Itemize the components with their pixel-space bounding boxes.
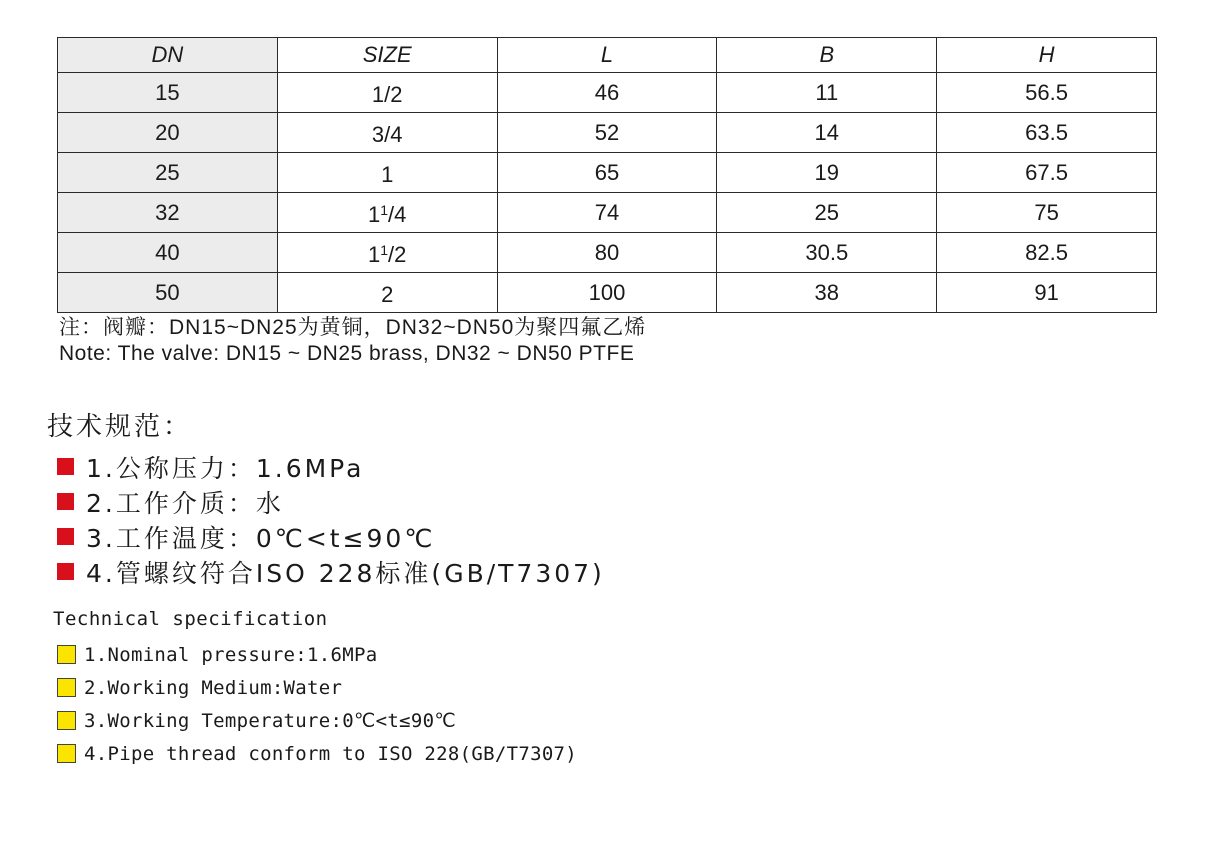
yellow-square-icon (57, 711, 76, 730)
cell-dn: 50 (58, 273, 278, 313)
spec-item (57, 449, 605, 484)
cell-b: 11 (717, 73, 937, 113)
cell-size (277, 73, 497, 113)
size-whole: 1 (367, 202, 381, 227)
cell-l: 74 (497, 193, 717, 233)
cell-dn: 25 (58, 153, 278, 193)
cell-size (277, 193, 497, 233)
yellow-square-icon (57, 645, 76, 664)
cell-dn: 20 (58, 113, 278, 153)
cell-h: 82.5 (937, 233, 1157, 273)
cell-l: 80 (497, 233, 717, 273)
spec-item-text: 1.Nominal pressure:1.6MPa (84, 643, 378, 666)
technical-spec-chinese (47, 406, 605, 589)
cell-dn: 15 (58, 73, 278, 113)
size-whole: 1 (367, 242, 381, 267)
size-rest: /2 (388, 242, 407, 267)
table-row (58, 153, 1157, 193)
spec-title-chinese: 技术规范： (47, 412, 193, 442)
yellow-square-icon (57, 744, 76, 763)
spec-item (57, 671, 577, 704)
cell-h: 67.5 (937, 153, 1157, 193)
cell-h: 63.5 (937, 113, 1157, 153)
cell-b: 30.5 (717, 233, 937, 273)
red-square-icon (57, 493, 74, 510)
yellow-square-icon (57, 678, 76, 697)
header-dn: DN (58, 38, 278, 73)
cell-size (277, 153, 497, 193)
spec-item-text: 3.工作温度：0℃<t≤90℃ (86, 523, 436, 553)
size-numerator: 1 (380, 242, 389, 258)
cell-b: 19 (717, 153, 937, 193)
red-square-icon (57, 563, 74, 580)
red-square-icon (57, 458, 74, 475)
size-rest: 2 (381, 282, 394, 307)
cell-dn: 40 (58, 233, 278, 273)
size-rest: 1 (381, 162, 394, 187)
size-numerator: 1 (380, 202, 389, 218)
cell-b: 14 (717, 113, 937, 153)
spec-item-text: 2.工作介质：水 (86, 488, 284, 518)
spec-item (57, 704, 577, 737)
cell-h: 75 (937, 193, 1157, 233)
size-rest: 1/2 (371, 82, 403, 107)
table-row (58, 113, 1157, 153)
cell-h: 91 (937, 273, 1157, 313)
spec-item (57, 554, 605, 589)
cell-l: 52 (497, 113, 717, 153)
spec-item-text: 1.公称压力：1.6MPa (86, 453, 365, 483)
spec-item (57, 519, 605, 554)
cell-l: 100 (497, 273, 717, 313)
technical-spec-english (53, 608, 577, 770)
header-size: SIZE (277, 38, 497, 73)
header-l: L (497, 38, 717, 73)
spec-item-text: 2.Working Medium:Water (84, 676, 343, 699)
cell-size (277, 233, 497, 273)
table-row (58, 273, 1157, 313)
table-row (58, 193, 1157, 233)
spec-item-text: 4.Pipe thread conform to ISO 228(GB/T7307) (84, 742, 578, 765)
cell-size (277, 273, 497, 313)
table-row (58, 73, 1157, 113)
spec-item (57, 737, 577, 770)
spec-item-text: 3.Working Temperature:0℃<t≤90℃ (84, 709, 456, 732)
size-rest: /4 (388, 202, 407, 227)
size-rest: 3/4 (371, 122, 403, 147)
table-header-row (58, 38, 1157, 73)
dimension-table (57, 37, 1157, 313)
red-square-icon (57, 528, 74, 545)
cell-b: 25 (717, 193, 937, 233)
table-row (58, 233, 1157, 273)
note-chinese: 注：阀瓣：DN15~DN25为黄铜，DN32~DN50为聚四氟乙烯 (59, 316, 647, 339)
spec-item (57, 638, 577, 671)
spec-item (57, 484, 605, 519)
cell-b: 38 (717, 273, 937, 313)
cell-l: 65 (497, 153, 717, 193)
spec-item-text: 4.管螺纹符合ISO 228标准(GB/T7307) (86, 558, 605, 588)
cell-l: 46 (497, 73, 717, 113)
spec-title-english: Technical specification (53, 608, 328, 630)
header-h: H (937, 38, 1157, 73)
cell-h: 56.5 (937, 73, 1157, 113)
note-english: Note: The valve: DN15 ~ DN25 brass, DN32 ~ DN50 PTFE (59, 342, 635, 365)
cell-dn: 32 (58, 193, 278, 233)
header-b: B (717, 38, 937, 73)
cell-size (277, 113, 497, 153)
